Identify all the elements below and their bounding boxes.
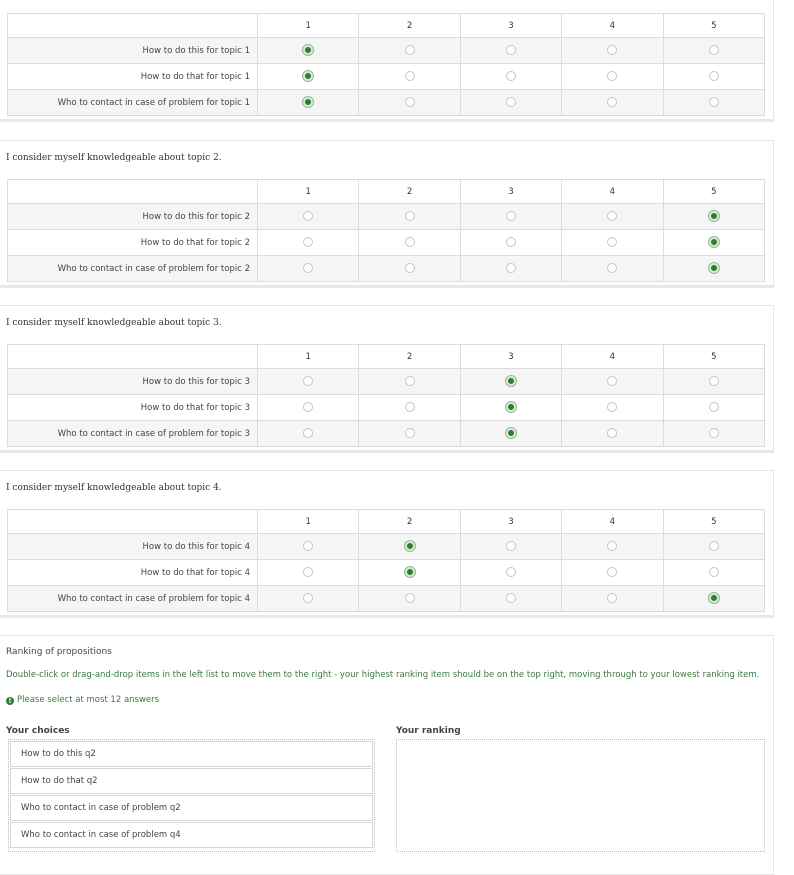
radio-button[interactable]: [709, 97, 719, 107]
radio-cell[interactable]: [562, 369, 663, 395]
question-card-3: [0, 305, 774, 451]
radio-button[interactable]: [607, 97, 617, 107]
column-header: 3: [460, 180, 561, 204]
radio-button[interactable]: [607, 263, 617, 273]
radio-cell[interactable]: [663, 369, 764, 395]
radio-button[interactable]: [405, 428, 415, 438]
matrix-row: [8, 204, 765, 230]
radio-button[interactable]: [709, 428, 719, 438]
radio-button[interactable]: [709, 402, 719, 412]
matrix-row: [8, 64, 765, 90]
choice-item[interactable]: Who to contact in case of problem q4: [10, 822, 373, 848]
ranking-warning: [6, 695, 159, 705]
ranking-warning-text: Please select at most 12 answers: [17, 695, 160, 705]
column-header: 5: [663, 180, 764, 204]
radio-cell[interactable]: [359, 395, 460, 421]
matrix-row: [8, 586, 765, 612]
radio-cell[interactable]: [258, 230, 359, 256]
radio-button[interactable]: [405, 237, 415, 247]
radio-cell[interactable]: [258, 204, 359, 230]
radio-cell[interactable]: [359, 204, 460, 230]
radio-cell[interactable]: [663, 204, 764, 230]
radio-button[interactable]: [303, 211, 313, 221]
matrix-row: [8, 90, 765, 116]
row-label: How to do that for topic 4: [8, 560, 258, 586]
exclamation-icon: !: [6, 697, 14, 705]
radio-cell[interactable]: [359, 586, 460, 612]
radio-cell[interactable]: [258, 395, 359, 421]
radio-button[interactable]: [607, 593, 617, 603]
radio-cell[interactable]: [663, 395, 764, 421]
radio-cell[interactable]: [359, 256, 460, 282]
radio-button[interactable]: [709, 45, 719, 55]
matrix-table-3: [7, 344, 765, 447]
radio-button[interactable]: [303, 567, 313, 577]
matrix-row: [8, 369, 765, 395]
radio-cell[interactable]: [562, 64, 663, 90]
radio-cell[interactable]: [359, 90, 460, 116]
choice-item[interactable]: Who to contact in case of problem q2: [10, 795, 373, 821]
radio-cell[interactable]: [562, 560, 663, 586]
radio-cell[interactable]: [359, 230, 460, 256]
radio-cell[interactable]: [359, 38, 460, 64]
radio-cell[interactable]: [663, 256, 764, 282]
radio-button[interactable]: [303, 237, 313, 247]
radio-button[interactable]: [607, 402, 617, 412]
row-label: How to do this for topic 3: [8, 369, 258, 395]
radio-cell[interactable]: [663, 421, 764, 447]
radio-cell[interactable]: [562, 38, 663, 64]
radio-cell[interactable]: [663, 38, 764, 64]
radio-button[interactable]: [709, 71, 719, 81]
matrix-row: [8, 38, 765, 64]
column-header: 3: [460, 14, 561, 38]
radio-button[interactable]: [303, 402, 313, 412]
radio-button[interactable]: [405, 567, 415, 577]
choices-list[interactable]: [8, 739, 375, 852]
radio-button[interactable]: [607, 376, 617, 386]
radio-cell[interactable]: [663, 560, 764, 586]
column-header: 1: [258, 345, 359, 369]
header-blank: [8, 345, 258, 369]
matrix-row: [8, 534, 765, 560]
ranking-title: Ranking of propositions: [6, 647, 112, 657]
row-label: Who to contact in case of problem for topic 2: [8, 256, 258, 282]
radio-button[interactable]: [303, 71, 313, 81]
radio-button[interactable]: [709, 567, 719, 577]
radio-cell[interactable]: [460, 586, 561, 612]
radio-cell[interactable]: [359, 369, 460, 395]
radio-cell[interactable]: [460, 421, 561, 447]
matrix-table-1: [7, 13, 765, 116]
question-card-2: [0, 140, 774, 286]
radio-cell[interactable]: [460, 256, 561, 282]
matrix-row: [8, 230, 765, 256]
radio-button[interactable]: [709, 211, 719, 221]
row-label: Who to contact in case of problem for topic 4: [8, 586, 258, 612]
radio-cell[interactable]: [663, 230, 764, 256]
radio-button[interactable]: [405, 71, 415, 81]
radio-cell[interactable]: [663, 64, 764, 90]
radio-button[interactable]: [506, 45, 516, 55]
radio-cell[interactable]: [258, 369, 359, 395]
column-header: 3: [460, 510, 561, 534]
radio-cell[interactable]: [562, 230, 663, 256]
radio-button[interactable]: [709, 237, 719, 247]
radio-cell[interactable]: [562, 204, 663, 230]
radio-cell[interactable]: [258, 534, 359, 560]
radio-button[interactable]: [607, 211, 617, 221]
radio-button[interactable]: [506, 402, 516, 412]
your-ranking-label: Your ranking: [396, 726, 461, 736]
radio-button[interactable]: [303, 376, 313, 386]
radio-button[interactable]: [709, 593, 719, 603]
radio-cell[interactable]: [258, 38, 359, 64]
matrix-table-4: [7, 509, 765, 612]
radio-cell[interactable]: [359, 534, 460, 560]
column-header: 2: [359, 345, 460, 369]
ranking-list[interactable]: [396, 739, 765, 852]
radio-cell[interactable]: [460, 534, 561, 560]
choice-item[interactable]: How to do that q2: [10, 768, 373, 794]
radio-button[interactable]: [506, 211, 516, 221]
radio-cell[interactable]: [460, 395, 561, 421]
column-header: 4: [562, 345, 663, 369]
column-header: 5: [663, 14, 764, 38]
radio-cell[interactable]: [663, 90, 764, 116]
radio-cell[interactable]: [359, 421, 460, 447]
radio-button[interactable]: [303, 593, 313, 603]
column-header: 1: [258, 510, 359, 534]
row-label: How to do that for topic 2: [8, 230, 258, 256]
radio-cell[interactable]: [460, 204, 561, 230]
radio-button[interactable]: [506, 376, 516, 386]
column-header: 4: [562, 14, 663, 38]
radio-button[interactable]: [607, 45, 617, 55]
radio-button[interactable]: [607, 71, 617, 81]
radio-cell[interactable]: [562, 421, 663, 447]
question-card-4: [0, 470, 774, 616]
radio-cell[interactable]: [562, 90, 663, 116]
radio-cell[interactable]: [460, 560, 561, 586]
header-blank: [8, 510, 258, 534]
column-header: 2: [359, 510, 460, 534]
radio-button[interactable]: [303, 428, 313, 438]
radio-cell[interactable]: [460, 90, 561, 116]
row-label: How to do that for topic 3: [8, 395, 258, 421]
choice-item[interactable]: How to do this q2: [10, 741, 373, 767]
radio-button[interactable]: [506, 541, 516, 551]
row-label: Who to contact in case of problem for topic 3: [8, 421, 258, 447]
row-label: Who to contact in case of problem for topic 1: [8, 90, 258, 116]
radio-cell[interactable]: [258, 421, 359, 447]
radio-button[interactable]: [506, 71, 516, 81]
radio-button[interactable]: [607, 567, 617, 577]
matrix-row: [8, 560, 765, 586]
question-title-4: I consider myself knowledgeable about topic 4.: [6, 483, 222, 493]
radio-button[interactable]: [506, 428, 516, 438]
radio-cell[interactable]: [460, 38, 561, 64]
radio-button[interactable]: [303, 263, 313, 273]
radio-cell[interactable]: [562, 534, 663, 560]
radio-button[interactable]: [405, 45, 415, 55]
matrix-row: [8, 256, 765, 282]
radio-button[interactable]: [506, 567, 516, 577]
ranking-card: [0, 635, 774, 875]
radio-button[interactable]: [607, 541, 617, 551]
your-choices-label: Your choices: [6, 726, 70, 736]
radio-cell[interactable]: [258, 64, 359, 90]
radio-button[interactable]: [709, 376, 719, 386]
radio-button[interactable]: [506, 237, 516, 247]
radio-cell[interactable]: [460, 230, 561, 256]
radio-cell[interactable]: [258, 586, 359, 612]
radio-button[interactable]: [303, 45, 313, 55]
matrix-table-2: [7, 179, 765, 282]
radio-button[interactable]: [405, 211, 415, 221]
radio-cell[interactable]: [562, 586, 663, 612]
radio-cell[interactable]: [258, 256, 359, 282]
radio-button[interactable]: [506, 593, 516, 603]
radio-button[interactable]: [709, 263, 719, 273]
row-label: How to do this for topic 1: [8, 38, 258, 64]
column-header: 5: [663, 345, 764, 369]
radio-cell[interactable]: [562, 256, 663, 282]
column-header: 3: [460, 345, 561, 369]
radio-button[interactable]: [303, 541, 313, 551]
radio-button[interactable]: [506, 263, 516, 273]
row-label: How to do that for topic 1: [8, 64, 258, 90]
radio-button[interactable]: [607, 428, 617, 438]
column-header: 4: [562, 510, 663, 534]
row-label: How to do this for topic 4: [8, 534, 258, 560]
column-header: 1: [258, 14, 359, 38]
column-header: 2: [359, 14, 460, 38]
row-label: How to do this for topic 2: [8, 204, 258, 230]
radio-button[interactable]: [303, 97, 313, 107]
ranking-help-text: Double-click or drag-and-drop items in the left list to move them to the right - your highest ranking item should be on the top right, moving through to your lowest ranking item.: [6, 670, 760, 680]
radio-button[interactable]: [709, 541, 719, 551]
question-title-3: I consider myself knowledgeable about topic 3.: [6, 318, 222, 328]
radio-button[interactable]: [405, 541, 415, 551]
radio-cell[interactable]: [663, 534, 764, 560]
column-header: 2: [359, 180, 460, 204]
column-header: 4: [562, 180, 663, 204]
radio-cell[interactable]: [258, 90, 359, 116]
question-title-2: I consider myself knowledgeable about topic 2.: [6, 153, 222, 163]
radio-cell[interactable]: [562, 395, 663, 421]
header-blank: [8, 14, 258, 38]
radio-button[interactable]: [405, 402, 415, 412]
radio-button[interactable]: [405, 593, 415, 603]
radio-button[interactable]: [405, 376, 415, 386]
question-card-1: [0, 0, 774, 120]
radio-button[interactable]: [506, 97, 516, 107]
radio-cell[interactable]: [359, 560, 460, 586]
radio-cell[interactable]: [663, 586, 764, 612]
radio-button[interactable]: [405, 97, 415, 107]
matrix-row: [8, 421, 765, 447]
radio-cell[interactable]: [460, 369, 561, 395]
radio-cell[interactable]: [359, 64, 460, 90]
radio-button[interactable]: [405, 263, 415, 273]
radio-cell[interactable]: [460, 64, 561, 90]
radio-button[interactable]: [607, 237, 617, 247]
matrix-row: [8, 395, 765, 421]
column-header: 1: [258, 180, 359, 204]
header-blank: [8, 180, 258, 204]
radio-cell[interactable]: [258, 560, 359, 586]
column-header: 5: [663, 510, 764, 534]
